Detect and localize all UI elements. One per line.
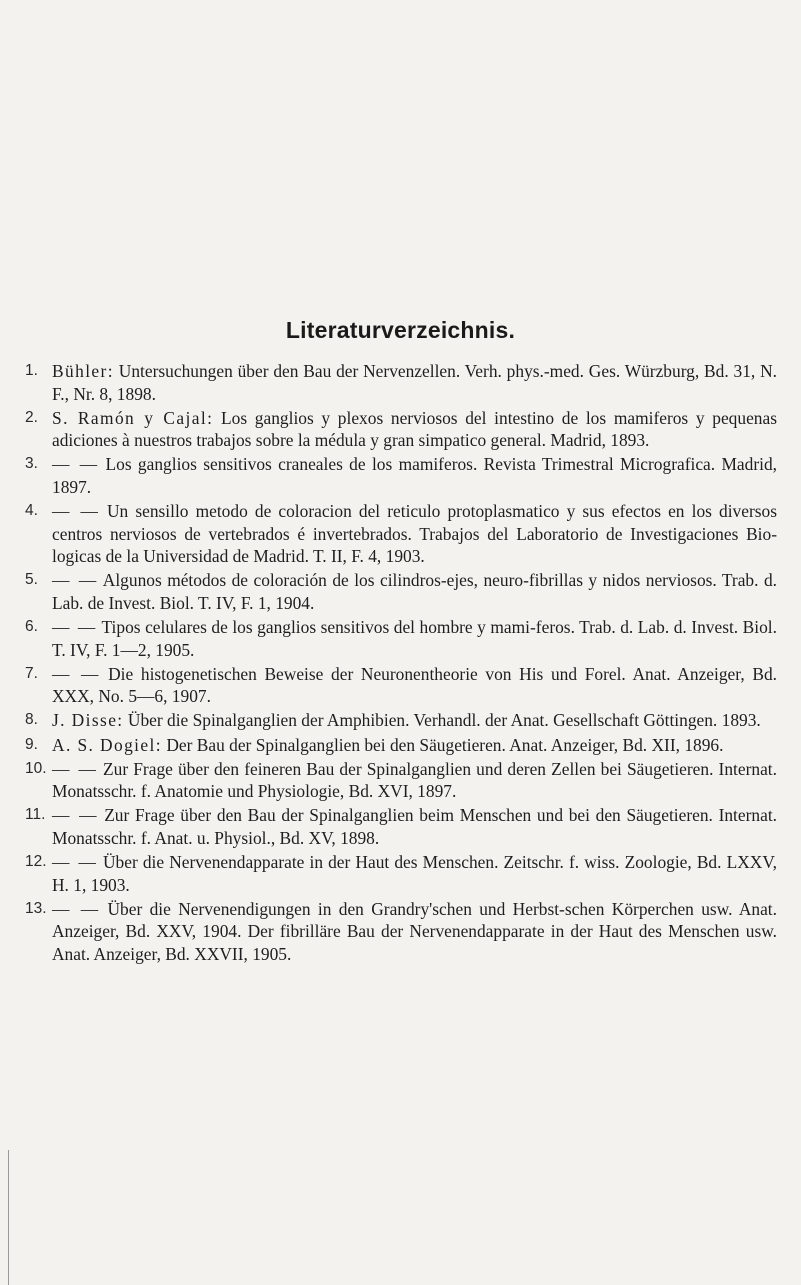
reference-item [25, 663, 777, 708]
reference-item [25, 500, 777, 568]
reference-number: 11. [25, 806, 46, 824]
reference-author: — — [52, 805, 99, 826]
reference-number: 3. [25, 455, 38, 473]
page-edge-line [8, 1150, 9, 1285]
reference-text: Zur Frage über den feineren Bau der Spinalganglien und deren Zellen bei Säugetieren. Internat. Monatsschr. f. Anatomie und Physiologie, Bd. XVI, 1897. [52, 758, 777, 802]
reference-item [25, 851, 777, 896]
reference-author: — — [52, 758, 98, 779]
reference-number: 5. [25, 571, 38, 589]
reference-author: — — [52, 454, 100, 475]
reference-item [25, 734, 777, 757]
reference-number: 1. [25, 362, 38, 379]
reference-item [25, 898, 777, 966]
reference-item [25, 407, 777, 452]
reference-author: — — [52, 898, 101, 919]
page-title: Literaturverzeichnis. [285, 317, 516, 343]
reference-text: Tipos celulares de los ganglios sensitivos del hombre y mami-feros. Trab. d. Lab. d. Invest. Biol. T. IV, F. 1—2, 1905. [52, 617, 777, 660]
reference-author: Bühler: [52, 361, 114, 381]
reference-number: 13. [25, 899, 47, 917]
reference-author: A. S. Dogiel: [52, 734, 162, 755]
reference-item [25, 616, 777, 661]
reference-text: Algunos métodos de coloración de los cilindros-ejes, neuro-fibrillas y nidos nerviosos. Trab. d. Lab. de Invest. Biol. T. IV, F. 1, 1904. [52, 570, 777, 613]
reference-number: 10. [25, 759, 47, 777]
reference-text: Untersuchungen über den Bau der Nervenzellen. Verh. phys.-med. Ges. Würzburg, Bd. 31, N. F., Nr. 8, 1898. [52, 361, 777, 404]
reference-item [25, 709, 777, 732]
reference-item [25, 453, 777, 498]
reference-author: — — [52, 851, 98, 872]
reference-number: 7. [25, 664, 38, 682]
reference-text: Über die Spinalganglien der Amphibien. Verhandl. der Anat. Gesellschaft Göttingen. 1893. [127, 710, 761, 731]
reference-text: Über die Nervenendigungen in den Grandry'schen und Herbst-schen Körperchen usw. Anat. Anzeiger, Bd. XXV, 1904. Der fibrilläre Bau der Nervenendapparate in der Haut des Menschen usw. Anat. Anzeiger, Bd. XXVII, 1905. [52, 898, 777, 964]
reference-author: S. Ramón y Cajal: [52, 407, 214, 428]
reference-text: Los ganglios y plexos nerviosos del intestino de los mamiferos y pequenas adiciones à nuestros trabajos sobre la médula y gran simpatico general. Madrid, 1893. [52, 407, 777, 451]
reference-number: 12. [25, 852, 47, 870]
reference-text: Los ganglios sensitivos craneales de los mamiferos. Revista Trimestral Micrografica. Madrid, 1897. [52, 454, 778, 497]
reference-author: — — [52, 663, 101, 684]
reference-text: Über die Nervenendapparate in der Haut des Menschen. Zeitschr. f. wiss. Zoologie, Bd. LXXV, H. 1, 1903. [52, 851, 777, 895]
reference-author: — — [52, 617, 98, 638]
reference-number: 6. [25, 618, 38, 636]
reference-text: Die histogenetischen Beweise der Neuronentheorie von His und Forel. Anat. Anzeiger, Bd. XXX, No. 5—6, 1907. [52, 663, 777, 707]
reference-number: 2. [25, 408, 38, 426]
reference-list [25, 360, 777, 967]
reference-text: Un sensillo metodo de coloracion del reticulo protoplasmatico y sus efectos en los diversos centros nerviosos de vertebrados é invertebrados. Trabajos del Laboratorio de Investigaciones Bio-logicas de la Universidad de Madrid. T. II, F. 4, 1903. [52, 501, 777, 567]
reference-author: — — [52, 501, 100, 522]
reference-item [25, 758, 777, 803]
reference-item [25, 360, 777, 405]
reference-number: 4. [25, 502, 38, 520]
reference-item [25, 569, 777, 614]
reference-number: 9. [25, 735, 38, 753]
reference-number: 8. [25, 711, 38, 729]
reference-text: Der Bau der Spinalganglien bei den Säugetieren. Anat. Anzeiger, Bd. XII, 1896. [166, 734, 724, 755]
reference-author: J. Disse: [52, 710, 124, 731]
reference-author: — — [52, 570, 99, 591]
reference-item [25, 804, 777, 849]
reference-text: Zur Frage über den Bau der Spinalganglien beim Menschen und bei den Säugetieren. Internat. Monatsschr. f. Anat. u. Physiol., Bd. XV, 1898. [52, 805, 777, 848]
